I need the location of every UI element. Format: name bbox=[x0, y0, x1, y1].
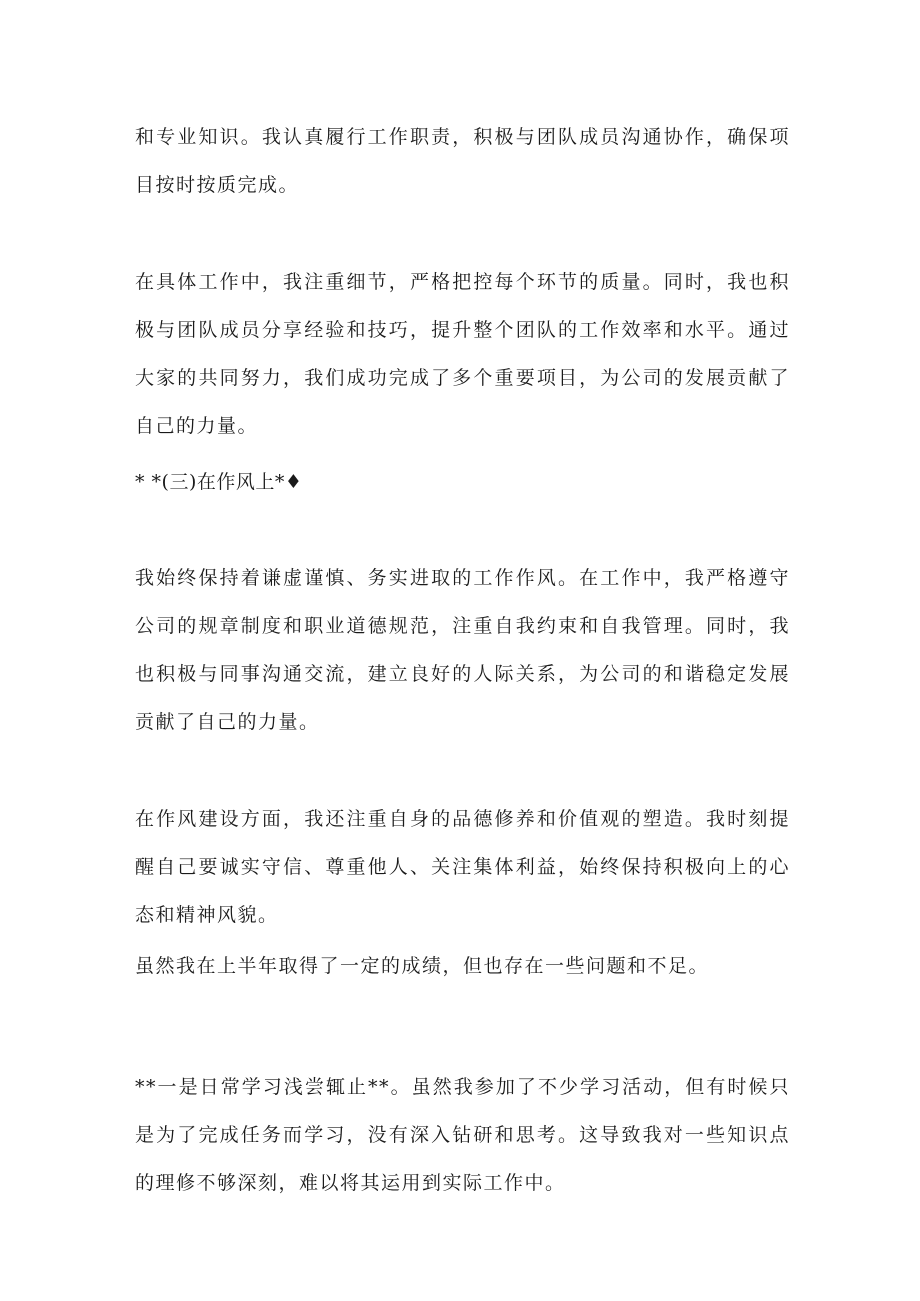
paragraph-style-building: 在作风建设方面，我还注重自身的品德修养和价值观的塑造。我时刻提醒自己要诚实守信、尊重他人、关注集体利益，始终保持积极向上的心态和精神风貌。 bbox=[135, 808, 790, 926]
paragraph-specific-work: 在具体工作中，我注重细节，严格把控每个环节的质量。同时，我也积极与团队成员分享经验和技巧，提升整个团队的工作效率和水平。通过大家的共同努力，我们成功完成了多个重要项目，为公司的发展贡献了自己的力量。 bbox=[135, 271, 790, 437]
paragraph-shallow-learning: **一是日常学习浅尝辄止**。虽然我参加了不少学习活动，但有时候只是为了完成任务而学习，没有深入钻研和思考。这导致我对一些知识点的理修不够深刻，难以将其运用到实际工作中。 bbox=[135, 1076, 790, 1194]
paragraph-professional-knowledge: 和专业知识。我认真履行工作职责，积极与团队成员沟通协作，确保项目按时按质完成。 bbox=[135, 126, 790, 196]
paragraph-work-style: 我始终保持着谦虚谨慎、务实进取的工作作风。在工作中，我严格遵守公司的规章制度和职业道德规范，注重自我约束和自我管理。同时，我也积极与同事沟通交流，建立良好的人际关系，为公司的和谐稳定发展贡献了自己的力量。 bbox=[135, 567, 790, 733]
paragraph-problems-intro: 虽然我在上半年取得了一定的成绩，但也存在一些问题和不足。 bbox=[135, 955, 710, 977]
section-heading-work-style: * *(三)在作风上*♦ bbox=[135, 471, 303, 493]
